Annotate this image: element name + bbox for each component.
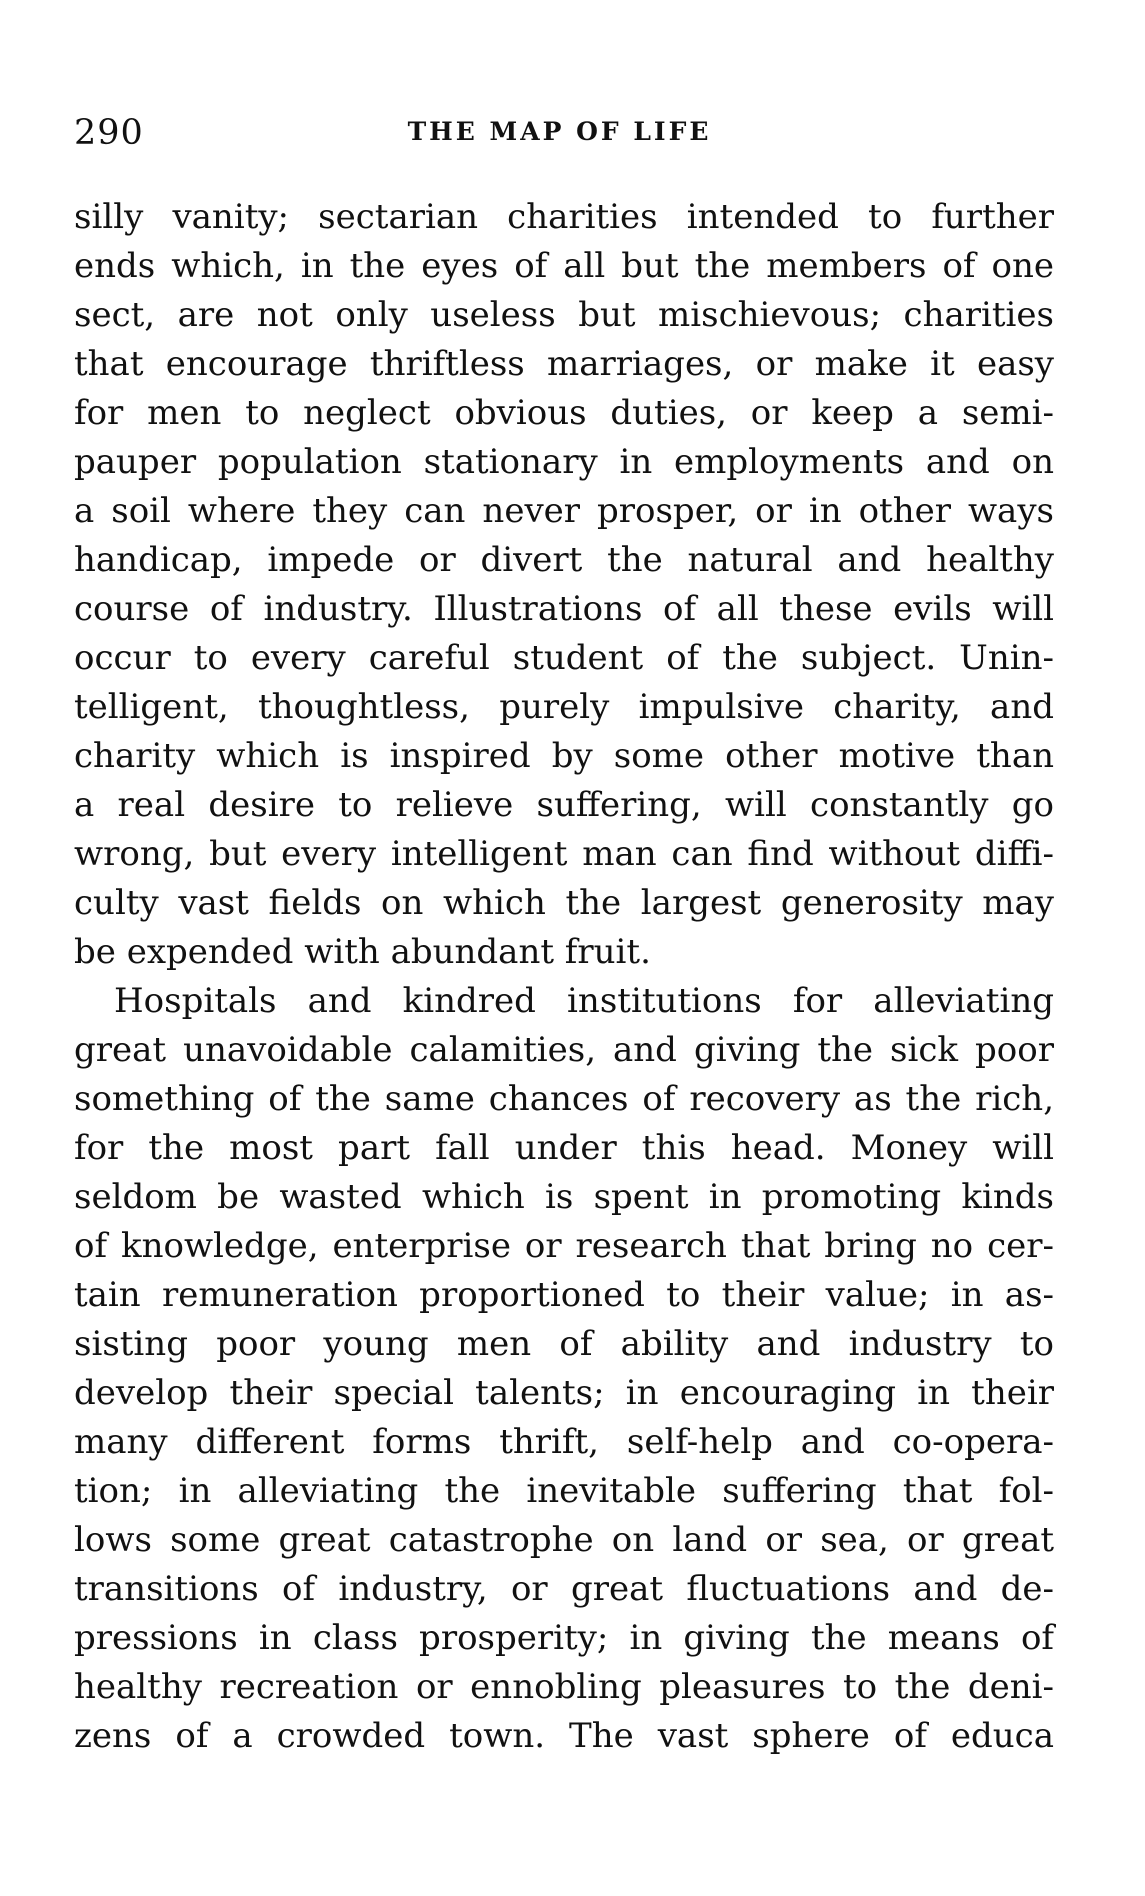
text-line: transitions of industry, or great fluctuations and de-: [74, 1569, 1054, 1609]
text-line: something of the same chances of recovery as the rich,: [74, 1079, 1054, 1119]
text-line: lows some great catastrophe on land or sea, or great: [74, 1520, 1054, 1560]
running-head: THE MAP OF LIFE: [407, 117, 712, 146]
page-header: [74, 108, 1045, 158]
text-line: seldom be wasted which is spent in promoting kinds: [74, 1177, 1054, 1217]
text-line: occur to every careful student of the subject. Unin-: [74, 638, 1054, 678]
text-line: for the most part fall under this head. Money will: [74, 1128, 1054, 1168]
text-line: telligent, thoughtless, purely impulsive charity, and: [74, 687, 1054, 727]
text-line: silly vanity; sectarian charities intended to further: [74, 197, 1054, 237]
text-line: course of industry. Illustrations of all these evils will: [74, 589, 1054, 629]
text-line: handicap, impede or divert the natural and healthy: [74, 540, 1054, 580]
text-line: culty vast fields on which the largest generosity may: [74, 883, 1054, 923]
text-line: healthy recreation or ennobling pleasures to the deni-: [74, 1667, 1054, 1707]
text-line: wrong, but every intelligent man can find without diffi-: [74, 834, 1054, 874]
paragraph-start-line: Hospitals and kindred institutions for alleviating: [114, 981, 1054, 1021]
paragraph-end-line: be expended with abundant fruit.: [74, 932, 651, 972]
text-line: zens of a crowded town. The vast sphere of educa: [74, 1716, 1054, 1756]
text-line: charity which is inspired by some other motive than: [74, 736, 1054, 776]
text-line: pauper population stationary in employments and on: [74, 442, 1054, 482]
page-number: 290: [74, 113, 144, 153]
text-line: tain remuneration proportioned to their value; in as-: [74, 1275, 1054, 1315]
text-line: that encourage thriftless marriages, or make it easy: [74, 344, 1054, 384]
text-line: a real desire to relieve suffering, will constantly go: [74, 785, 1054, 825]
text-line: great unavoidable calamities, and giving the sick poor: [74, 1030, 1054, 1070]
text-line: ends which, in the eyes of all but the members of one: [74, 246, 1054, 286]
text-line: develop their special talents; in encouraging in their: [74, 1373, 1054, 1413]
text-line: sect, are not only useless but mischievous; charities: [74, 295, 1054, 335]
text-line: pressions in class prosperity; in giving the means of: [74, 1618, 1054, 1658]
text-line: tion; in alleviating the inevitable suffering that fol-: [74, 1471, 1054, 1511]
text-line: a soil where they can never prosper, or in other ways: [74, 491, 1054, 531]
text-line: of knowledge, enterprise or research that bring no cer-: [74, 1226, 1054, 1266]
text-line: many different forms thrift, self-help and co-opera-: [74, 1422, 1054, 1462]
body-text: [74, 193, 1054, 1761]
text-line: sisting poor young men of ability and industry to: [74, 1324, 1054, 1364]
text-line: for men to neglect obvious duties, or keep a semi-: [74, 393, 1054, 433]
